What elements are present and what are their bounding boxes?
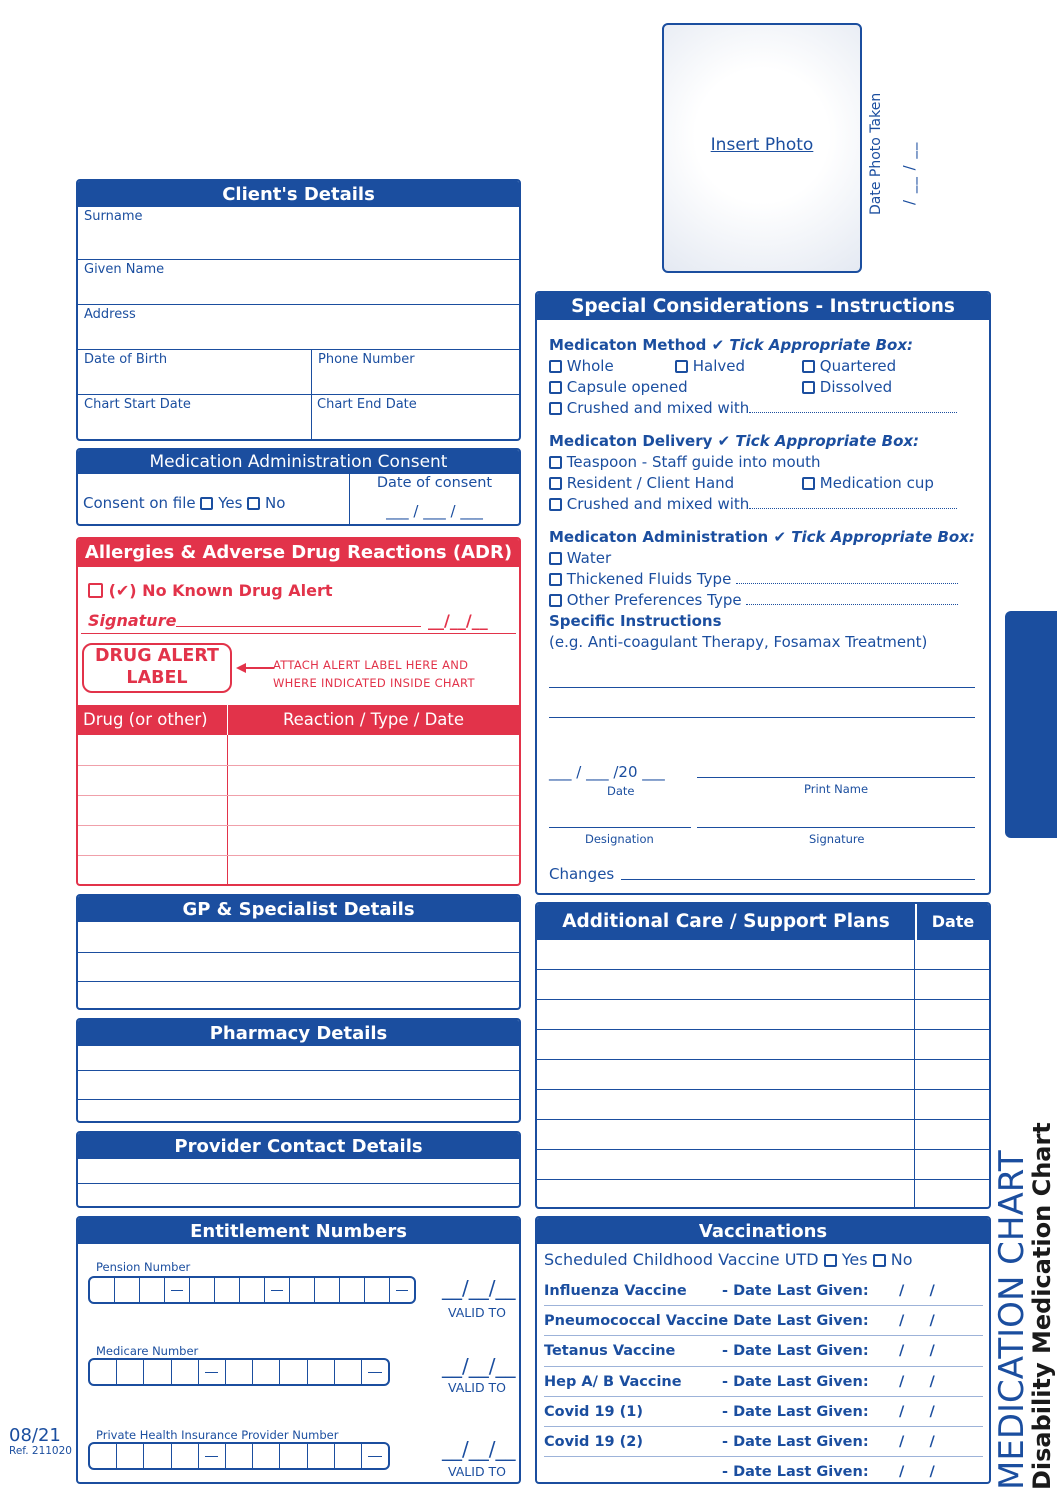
specific-instructions-title: Specific Instructions bbox=[549, 612, 722, 630]
chart-start-label: Chart Start Date bbox=[84, 397, 191, 412]
table-row[interactable] bbox=[537, 1089, 989, 1090]
vaccine-name: Covid 19 (2) bbox=[544, 1433, 644, 1450]
table-row[interactable] bbox=[78, 952, 519, 953]
delivery-crushed-checkbox[interactable] bbox=[549, 498, 562, 511]
gp-specialist-box bbox=[76, 894, 521, 1010]
pension-valid-date[interactable]: __/__/__ bbox=[442, 1276, 516, 1300]
date-last-given-label: - Date Last Given: bbox=[722, 1373, 869, 1390]
attach-alert-instructions: ATTACH ALERT LABEL HERE AND WHERE INDICATED INSIDE CHART bbox=[273, 658, 475, 690]
date-last-given-blank[interactable]: / / bbox=[899, 1403, 935, 1420]
date-last-given-label: - Date Last Given: bbox=[722, 1283, 869, 1299]
divider bbox=[81, 633, 516, 634]
gp-specialist-title: GP & Specialist Details bbox=[78, 896, 519, 922]
medicare-label: Medicare Number bbox=[96, 1344, 199, 1358]
entitlement-title: Entitlement Numbers bbox=[78, 1218, 519, 1244]
allergy-table-header bbox=[78, 705, 519, 735]
admin-row-1: Water bbox=[549, 548, 979, 569]
address-field[interactable] bbox=[78, 305, 519, 350]
no-known-drug-alert-checkbox[interactable] bbox=[88, 583, 103, 598]
additional-care-header bbox=[537, 904, 989, 940]
allergy-signature-date[interactable]: __/__/__ bbox=[428, 611, 488, 630]
date-last-given-blank[interactable]: / / bbox=[899, 1343, 935, 1360]
drug-alert-label-box bbox=[82, 643, 232, 693]
dob-label: Date of Birth bbox=[84, 352, 168, 367]
private-health-valid-date[interactable]: __/__/__ bbox=[442, 1437, 516, 1461]
footer-ref: Ref. 211020 bbox=[9, 1445, 72, 1457]
vaccine-name: Hep A/ B Vaccine bbox=[544, 1373, 682, 1390]
signature-caption: Signature bbox=[809, 832, 865, 846]
date-last-given-blank[interactable]: / / bbox=[899, 1373, 935, 1390]
resident-hand-checkbox[interactable] bbox=[549, 477, 562, 490]
other-preferences-line[interactable] bbox=[746, 594, 958, 605]
date-photo-taken-label: Date Photo Taken bbox=[868, 92, 884, 215]
consent-yes-checkbox[interactable] bbox=[200, 497, 213, 510]
divider bbox=[227, 735, 228, 884]
address-label: Address bbox=[84, 307, 136, 322]
signature-line[interactable] bbox=[697, 827, 975, 828]
table-row[interactable] bbox=[78, 795, 519, 796]
date-last-given-label: - Date Last Given: bbox=[722, 1343, 869, 1360]
clients-details-box bbox=[76, 179, 521, 441]
crushed-mixed-checkbox[interactable] bbox=[549, 402, 562, 415]
vaccine-name: Tetanus Vaccine bbox=[544, 1343, 676, 1360]
divider bbox=[311, 395, 312, 441]
chart-dates-row bbox=[78, 395, 519, 441]
method-row-3: Crushed and mixed with bbox=[549, 398, 979, 419]
print-name-caption: Print Name bbox=[804, 782, 869, 796]
drug-alert-text: DRUG ALERT bbox=[95, 646, 219, 666]
pension-label: Pension Number bbox=[96, 1260, 191, 1274]
scheduled-no-checkbox[interactable] bbox=[873, 1254, 886, 1267]
consent-no-checkbox[interactable] bbox=[247, 497, 260, 510]
label-text: LABEL bbox=[126, 668, 188, 688]
table-row[interactable] bbox=[78, 1183, 519, 1184]
chart-end-label: Chart End Date bbox=[317, 397, 417, 412]
method-section-title: Medicaton Method ✔ Tick Appropriate Box: bbox=[549, 336, 914, 354]
administration-section-title: Medicaton Administration ✔ Tick Appropriate Box: bbox=[549, 528, 975, 546]
pharmacy-box bbox=[76, 1018, 521, 1123]
quartered-checkbox[interactable] bbox=[802, 360, 815, 373]
additional-care-title: Additional Care / Support Plans bbox=[562, 911, 890, 932]
consent-title: Medication Administration Consent bbox=[78, 450, 519, 474]
side-tab bbox=[1005, 611, 1057, 838]
vaccinations-title: Vaccinations bbox=[537, 1218, 989, 1244]
medicare-valid-date[interactable]: __/__/__ bbox=[442, 1354, 516, 1378]
crushed-mixed-line[interactable] bbox=[749, 402, 957, 413]
changes-label: Changes bbox=[549, 865, 615, 883]
additional-care-box bbox=[535, 902, 991, 1209]
date-last-given-blank[interactable]: / / bbox=[899, 1464, 935, 1481]
footer-date: 08/21 bbox=[9, 1425, 61, 1446]
table-row[interactable] bbox=[537, 1149, 989, 1150]
table-row[interactable] bbox=[78, 825, 519, 826]
admin-row-2: Thickened Fluids Type bbox=[549, 569, 979, 590]
specific-instructions-example: (e.g. Anti-coagulant Therapy, Fosamax Treatment) bbox=[549, 633, 928, 651]
date-last-given-label: - Date Last Given: bbox=[722, 1464, 869, 1481]
date-column-header: Date bbox=[931, 912, 975, 931]
vaccine-name: Covid 19 (1) bbox=[544, 1403, 644, 1420]
surname-label: Surname bbox=[84, 209, 143, 224]
photo-box[interactable] bbox=[662, 23, 862, 273]
method-row-1: Whole Halved Quartered bbox=[549, 356, 979, 377]
table-row[interactable] bbox=[537, 1179, 989, 1180]
table-row[interactable] bbox=[78, 855, 519, 856]
allergies-box bbox=[76, 537, 521, 886]
special-date-caption: Date bbox=[607, 784, 635, 798]
insert-photo-label: Insert Photo bbox=[710, 135, 814, 155]
table-row[interactable] bbox=[78, 1070, 519, 1071]
designation-caption: Designation bbox=[585, 832, 654, 846]
vaccine-row[interactable] bbox=[544, 1457, 983, 1484]
arrow-left-icon bbox=[236, 661, 276, 675]
changes-line[interactable] bbox=[621, 879, 975, 880]
reaction-column-header: Reaction / Type / Date bbox=[282, 710, 465, 729]
instructions-line-2[interactable] bbox=[549, 717, 975, 718]
medication-cup-checkbox[interactable] bbox=[802, 477, 815, 490]
medicare-number-input[interactable] bbox=[88, 1358, 390, 1386]
date-of-consent-blank[interactable]: ___ / ___ / ___ bbox=[386, 502, 483, 520]
date-last-given-blank[interactable]: / / bbox=[899, 1313, 935, 1330]
designation-line[interactable] bbox=[549, 827, 691, 828]
vaccinations-box bbox=[535, 1216, 991, 1484]
table-row[interactable] bbox=[537, 1029, 989, 1030]
drug-column-header: Drug (or other) bbox=[83, 710, 208, 729]
vaccine-row[interactable] bbox=[544, 1276, 983, 1306]
date-last-given-label: - Date Last Given: bbox=[722, 1313, 869, 1330]
table-row[interactable] bbox=[78, 981, 519, 982]
divider bbox=[914, 940, 915, 1207]
date-photo-blank[interactable]: / __ / __ bbox=[900, 141, 918, 205]
date-last-given-label: - Date Last Given: bbox=[722, 1403, 869, 1420]
halved-checkbox[interactable] bbox=[675, 360, 688, 373]
print-name-line[interactable] bbox=[697, 777, 975, 778]
vaccine-row[interactable] bbox=[544, 1427, 983, 1457]
admin-row-3: Other Preferences Type bbox=[549, 590, 979, 611]
vaccine-row[interactable] bbox=[544, 1397, 983, 1427]
scheduled-yes-checkbox[interactable] bbox=[824, 1254, 837, 1267]
dob-phone-row bbox=[78, 350, 519, 395]
pension-valid-to: VALID TO bbox=[448, 1305, 507, 1320]
thickened-fluids-checkbox[interactable] bbox=[549, 573, 562, 586]
private-health-valid-to: VALID TO bbox=[448, 1464, 507, 1479]
delivery-row-3: Crushed and mixed with bbox=[549, 494, 979, 515]
clients-details-title: Client's Details bbox=[78, 181, 519, 207]
delivery-crushed-line[interactable] bbox=[749, 498, 957, 509]
delivery-section-title: Medicaton Delivery ✔ Tick Appropriate Box: bbox=[549, 432, 920, 450]
table-row[interactable] bbox=[537, 969, 989, 970]
table-row[interactable] bbox=[78, 765, 519, 766]
teaspoon-checkbox[interactable] bbox=[549, 456, 562, 469]
surname-field[interactable] bbox=[78, 207, 519, 260]
provider-box bbox=[76, 1131, 521, 1208]
water-checkbox[interactable] bbox=[549, 552, 562, 565]
table-row[interactable] bbox=[537, 1119, 989, 1120]
divider bbox=[311, 350, 312, 394]
dissolved-checkbox[interactable] bbox=[802, 381, 815, 394]
date-last-given-blank[interactable]: / / bbox=[899, 1283, 935, 1299]
medicare-valid-to: VALID TO bbox=[448, 1380, 507, 1395]
table-row[interactable] bbox=[537, 1059, 989, 1060]
given-name-field[interactable] bbox=[78, 260, 519, 305]
delivery-row-1: Teaspoon - Staff guide into mouth bbox=[549, 452, 979, 473]
disability-chart-side-title: Disability Medication Chart bbox=[1028, 1122, 1056, 1490]
private-health-number-input[interactable] bbox=[88, 1442, 390, 1470]
no-known-drug-alert: (✔) No Known Drug Alert bbox=[88, 581, 333, 600]
vaccine-list bbox=[544, 1276, 983, 1484]
allergy-signature-label: Signature bbox=[88, 611, 177, 630]
phone-label: Phone Number bbox=[318, 352, 415, 367]
vaccine-row[interactable] bbox=[544, 1367, 983, 1397]
instructions-line-1[interactable] bbox=[549, 687, 975, 688]
given-name-label: Given Name bbox=[84, 262, 165, 277]
date-last-given-label: - Date Last Given: bbox=[722, 1433, 869, 1450]
vaccine-name: Influenza Vaccine bbox=[544, 1283, 687, 1299]
date-photo-taken bbox=[868, 93, 884, 215]
delivery-row-2: Resident / Client Hand Medication cup bbox=[549, 473, 979, 494]
pension-number-input[interactable] bbox=[88, 1276, 416, 1304]
allergy-table-body bbox=[78, 735, 519, 884]
pharmacy-title: Pharmacy Details bbox=[78, 1020, 519, 1046]
scheduled-vaccine-row: Scheduled Childhood Vaccine UTD Yes No bbox=[544, 1250, 913, 1269]
special-considerations-title: Special Considerations - Instructions bbox=[537, 293, 989, 320]
capsule-opened-checkbox[interactable] bbox=[549, 381, 562, 394]
special-content bbox=[549, 335, 979, 653]
date-last-given-blank[interactable]: / / bbox=[899, 1433, 935, 1450]
table-row[interactable] bbox=[78, 1099, 519, 1100]
private-health-label: Private Health Insurance Provider Number bbox=[96, 1428, 339, 1442]
vaccine-row[interactable] bbox=[544, 1336, 983, 1366]
other-preferences-checkbox[interactable] bbox=[549, 594, 562, 607]
consent-on-file: Consent on file Yes No bbox=[83, 494, 286, 512]
whole-checkbox[interactable] bbox=[549, 360, 562, 373]
special-considerations-box bbox=[535, 291, 991, 895]
vaccine-row[interactable] bbox=[544, 1306, 983, 1336]
entitlement-box bbox=[76, 1216, 521, 1484]
method-row-2: Capsule opened Dissolved bbox=[549, 377, 979, 398]
thickened-fluids-line[interactable] bbox=[736, 573, 958, 584]
allergies-title: Allergies & Adverse Drug Reactions (ADR) bbox=[78, 539, 519, 567]
allergy-signature-line[interactable] bbox=[176, 626, 421, 627]
provider-title: Provider Contact Details bbox=[78, 1133, 519, 1159]
table-row[interactable] bbox=[537, 999, 989, 1000]
consent-box bbox=[76, 448, 521, 526]
special-date-blank[interactable]: ___ / ___ /20 ___ bbox=[549, 763, 665, 781]
date-of-consent-label: Date of consent bbox=[376, 475, 493, 491]
medication-chart-side-title: MEDICATION CHART bbox=[992, 1150, 1032, 1490]
vaccine-name: Pneumococcal Vaccine bbox=[544, 1313, 729, 1330]
